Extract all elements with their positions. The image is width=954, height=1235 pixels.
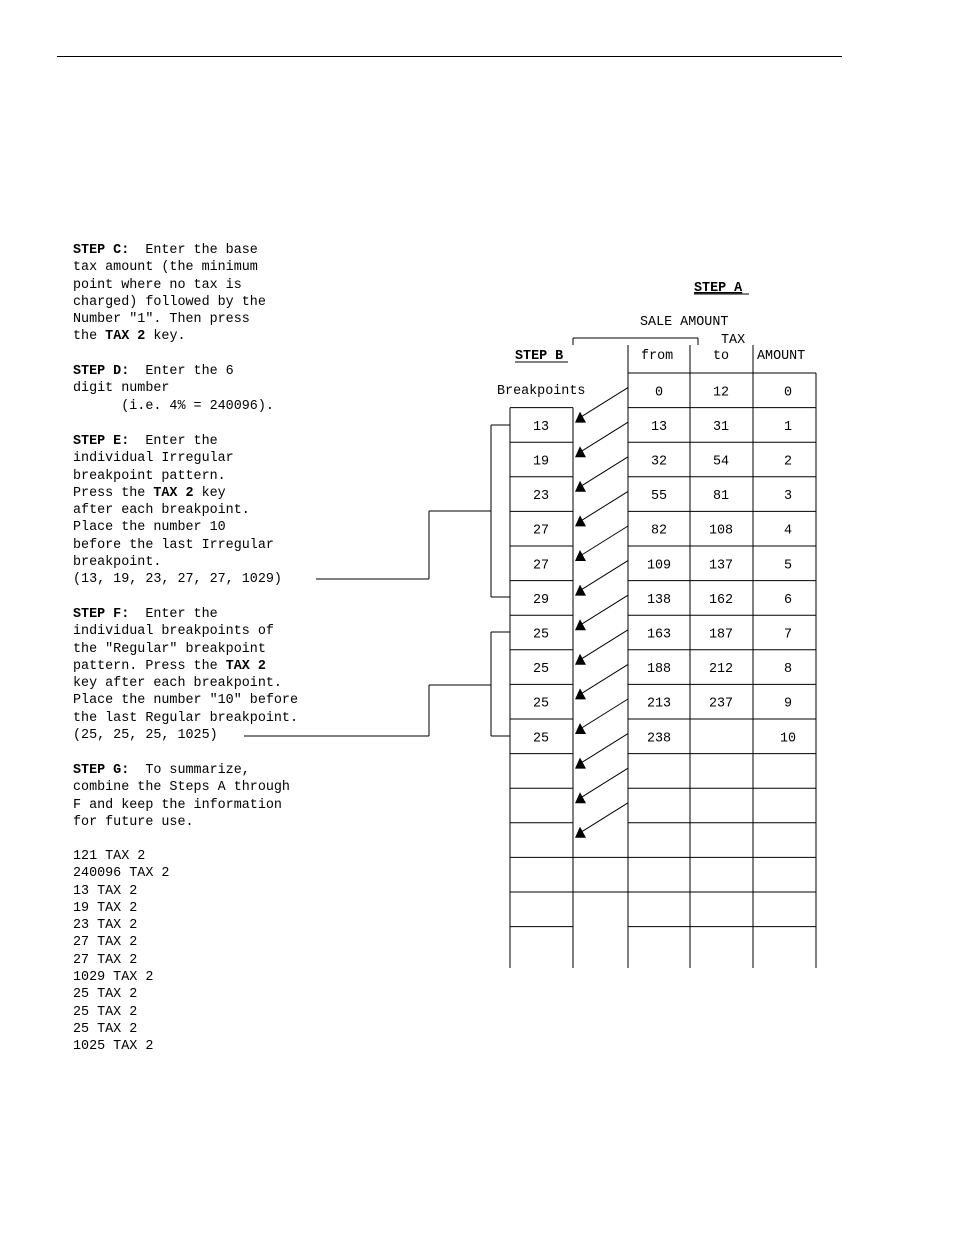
summary-line: 27 TAX 2 — [73, 935, 138, 951]
arrow-head — [575, 585, 586, 596]
breakpoint-arrow — [580, 388, 628, 418]
breakpoint-cell: 27 — [532, 523, 550, 539]
sale-from-cell: 163 — [646, 627, 672, 643]
step-f-label: STEP F: — [73, 607, 130, 622]
tax-amount-cell: 3 — [783, 489, 793, 505]
irregular-pattern-values: (13, 19, 23, 27, 27, 1029) — [73, 572, 282, 588]
tax2-key-label: TAX 2 — [105, 329, 146, 345]
sale-to-cell: 237 — [708, 696, 734, 712]
breakpoint-cell: 25 — [532, 731, 550, 747]
arrow-head — [575, 515, 586, 526]
summary-line: 19 TAX 2 — [73, 900, 138, 916]
sale-from-cell: 238 — [646, 731, 672, 747]
arrow-head — [575, 688, 586, 699]
table-grid — [244, 338, 816, 968]
sale-from-cell: 82 — [650, 523, 668, 539]
step-e-text: STEP E: Enter the individual Irregular breakpoint pattern. Press the TAX 2 key after each breakpoint. Place the number 10 before the last Irregular breakpoint. (13, 19, 23, 27, 27, 1029) — [73, 434, 282, 588]
from-heading: from — [641, 349, 674, 364]
breakpoint-cell: 19 — [532, 454, 550, 470]
step-g-text: STEP G: To summarize, combine the Steps A through F and keep the information for future use. — [73, 763, 290, 830]
step-c-label: STEP C: — [73, 243, 130, 258]
sale-to-cell: 81 — [712, 489, 730, 505]
breakpoint-arrow — [580, 595, 628, 625]
sale-from-cell: 32 — [650, 454, 668, 470]
tax-amount-cell: 0 — [783, 385, 793, 401]
summary-line: 25 TAX 2 — [73, 1021, 138, 1037]
breakpoint-arrow — [580, 734, 628, 764]
arrow-head — [575, 412, 586, 423]
step-g-label: STEP G: — [73, 763, 130, 778]
breakpoint-arrow — [580, 630, 628, 660]
arrow-head — [575, 619, 586, 630]
tax2-key-label: TAX 2 — [153, 485, 194, 501]
breakpoint-cell: 25 — [532, 627, 550, 643]
summary-line: 27 TAX 2 — [73, 952, 138, 968]
breakpoint-cell: 13 — [532, 419, 550, 435]
sale-to-cell: 54 — [712, 454, 730, 470]
summary-line: 23 TAX 2 — [73, 918, 138, 934]
breakpoint-cell: 23 — [532, 489, 550, 505]
sale-to-cell: 31 — [712, 419, 730, 435]
sale-from-cell: 55 — [650, 489, 668, 505]
summary-line: 25 TAX 2 — [73, 1004, 138, 1020]
tax-amount-cell: 4 — [783, 523, 793, 539]
breakpoint-cell: 27 — [532, 558, 550, 574]
breakpoint-cell: 25 — [532, 662, 550, 678]
tax-amount-cell: 2 — [783, 454, 793, 470]
summary-line: 121 TAX 2 — [73, 849, 146, 864]
tax-amount-cell: 7 — [783, 627, 793, 643]
arrow-head — [575, 654, 586, 665]
breakpoint-arrow — [580, 457, 628, 487]
summary-line: 25 TAX 2 — [73, 987, 138, 1003]
breakpoint-arrow — [580, 803, 628, 833]
breakpoint-arrows — [575, 388, 628, 838]
arrow-head — [575, 446, 586, 457]
tax-amount-cell: 9 — [783, 696, 793, 712]
tax-heading: TAX — [721, 333, 746, 348]
tax-amount-cell: 10 — [779, 731, 797, 747]
sale-from-cell: 109 — [646, 558, 672, 574]
sale-from-cell: 188 — [646, 662, 672, 678]
arrow-head — [575, 550, 586, 561]
tax-amount-cell: 1 — [783, 419, 793, 435]
regular-pattern-values: (25, 25, 25, 1025) — [73, 728, 218, 744]
step-a-heading: STEP A — [694, 281, 743, 296]
summary-line: 13 TAX 2 — [73, 883, 138, 899]
step-e-label: STEP E: — [73, 434, 130, 449]
summary-line: 1029 TAX 2 — [73, 970, 154, 986]
breakpoint-arrow — [580, 699, 628, 729]
arrow-head — [575, 758, 586, 769]
breakpoint-arrow — [580, 526, 628, 556]
sale-from-cell: 213 — [646, 696, 672, 712]
step-c-text: STEP C: Enter the base tax amount (the minimum point where no tax is charged) followed by the Number "1". Then press the TAX 2 key. — [73, 243, 266, 345]
breakpoint-arrow — [580, 561, 628, 591]
step-d-label: STEP D: — [73, 364, 130, 379]
step-b-heading: STEP B — [515, 349, 564, 364]
sale-to-cell: 162 — [708, 592, 734, 608]
tax2-key-label: TAX 2 — [225, 658, 266, 674]
arrow-head — [575, 723, 586, 734]
breakpoint-arrow — [580, 768, 628, 798]
sale-to-cell: 108 — [708, 523, 734, 539]
sale-from-cell: 13 — [650, 419, 668, 435]
step-d-text: STEP D: Enter the 6 digit number (i.e. 4% = 240096). — [73, 364, 274, 414]
amount-heading: AMOUNT — [757, 349, 806, 364]
breakpoint-arrow — [580, 664, 628, 694]
tax-amount-cell: 8 — [783, 662, 793, 678]
breakpoints-heading: Breakpoints — [497, 384, 586, 399]
breakpoint-cell: 29 — [532, 592, 550, 608]
tax-amount-cell: 5 — [783, 558, 793, 574]
step-f-text: STEP F: Enter the individual breakpoints of the "Regular" breakpoint pattern. Press the TAX 2 key after each breakpoint. Place the number "10" before the last Regular breakpoint. (25, 25, 25, 1025) — [73, 607, 298, 744]
breakpoint-arrow — [580, 491, 628, 521]
arrow-head — [575, 481, 586, 492]
summary-line: 1025 TAX 2 — [73, 1039, 154, 1055]
arrow-head — [575, 827, 586, 838]
sale-from-cell: 0 — [654, 385, 664, 401]
summary-line: 240096 TAX 2 — [73, 866, 170, 882]
sale-to-cell: 212 — [708, 662, 734, 678]
sale-to-cell: 12 — [712, 385, 730, 401]
sale-to-cell: 137 — [708, 558, 734, 574]
sale-to-cell: 187 — [708, 627, 734, 643]
breakpoint-cell: 25 — [532, 696, 550, 712]
to-heading: to — [713, 349, 730, 364]
sale-from-cell: 138 — [646, 592, 672, 608]
arrow-head — [575, 792, 586, 803]
breakpoint-arrow — [580, 422, 628, 452]
table-cells — [533, 385, 796, 746]
sale-amount-heading: SALE AMOUNT — [640, 315, 729, 330]
tax-amount-cell: 6 — [783, 592, 793, 608]
